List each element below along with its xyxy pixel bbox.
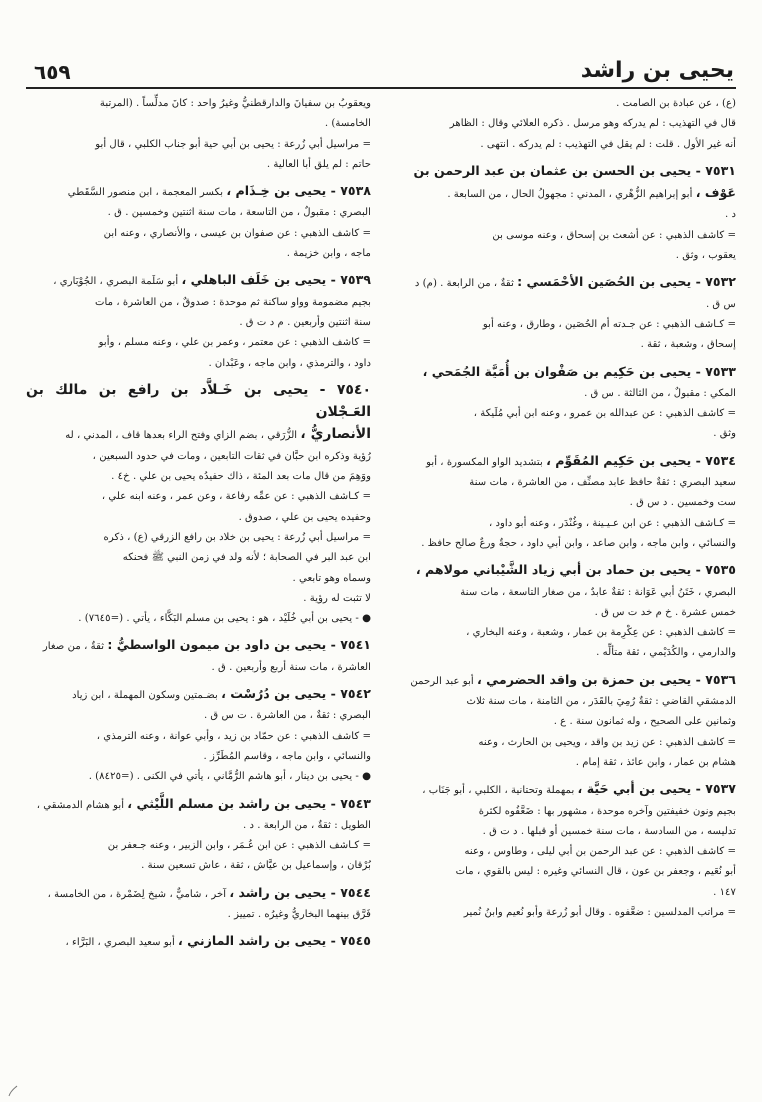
page-number: ٦٥٩ <box>34 60 71 84</box>
entry-heading: ٧٥٤٤ - يحيى بن راشد ، <box>229 884 371 900</box>
text-line <box>26 244 371 264</box>
line-text: = مراتب المدلسين : ضعَّفوه . وقال أبو زُرعة وأبو نُعيم وابنُ نُمير <box>463 906 736 918</box>
text-line <box>391 473 736 493</box>
line-text: أبو عبد الرحمن <box>410 675 477 687</box>
text-line <box>26 836 371 856</box>
text-line <box>26 354 371 374</box>
entry-heading: ٧٥٣٨ - يحيى بن خِـذَام ، <box>226 183 371 199</box>
line-text: الزُّرَقي ، بضم الزاي وفتح الراء بعدها قاف ، المدني ، له <box>65 430 301 442</box>
entry-heading: ٧٥٣٣ - يحيى بن حَكِيم بن صَفْوان بن أُمَيَّة الجُمَحي ، <box>422 363 736 379</box>
text-line <box>391 384 736 404</box>
text-line <box>26 487 371 507</box>
line-text: البصري ، خَتَنُ أبي عَوَانة : ثقةٌ عابدٌ ، من صغار التاسعة ، مات سنة <box>460 586 736 598</box>
line-text: أبو نُعَيم ، وجعفر بن عون ، قال النسائي وغيره : ليس بالقوي ، مات <box>455 866 736 878</box>
entry-heading: ٧٥٤٠ - يحيى بن خَـلاَّد بن رافع بن مالك بن العَـجْلان <box>26 381 371 421</box>
line-text: لا تثبت له رؤية . <box>303 592 371 604</box>
text-line <box>391 712 736 732</box>
line-text: بكسر المعجمة ، ابن منصور السَّقَطي <box>67 187 227 199</box>
line-text: وثق . <box>713 428 736 440</box>
line-text: س ق . <box>705 298 736 310</box>
text-line <box>26 905 371 925</box>
text-line <box>391 183 736 205</box>
line-text: ١٤٧ . <box>713 886 736 898</box>
text-line <box>391 603 736 623</box>
text-line <box>26 767 371 787</box>
text-line <box>391 315 736 335</box>
line-text: = كاشف الذهبي : عن صفوان بن عيسى ، والأنصاري ، وعنه ابن <box>103 227 371 239</box>
line-text: حاتم : لم يلق أبا العالية . <box>266 158 371 170</box>
line-text: = كـاشف الذهبي : عن عمِّه رفاعة ، وعن عمر ، وعنه ابنه علي ، <box>101 491 371 503</box>
line-text: = كاشف الذهبي : عن عبد الرحمن بن أبي ليلى ، وطاوس ، وعنه <box>464 846 736 858</box>
line-text: قال في التهذيب : لم يدركه وهو مرسل . ذكره العلائي وقال : الظاهر <box>449 118 736 130</box>
entry-heading: ٧٥٣٦ - يحيى بن حمزة بن واقد الحضرمي ، <box>476 671 736 687</box>
line-text: = كاشف الذهبي : عن عبدالله بن عمرو ، وعنه ابن أبي مُلَيكة ، <box>473 408 736 420</box>
text-line <box>26 270 371 292</box>
text-line <box>391 514 736 534</box>
left-column <box>26 94 371 954</box>
text-line <box>26 181 371 203</box>
entry-heading: ٧٥٤٣ - يحيى بن راشد بن مسلم اللَّيْثي ، <box>127 795 371 811</box>
line-text: البصري : مقبولٌ ، من التاسعة ، مات سنة اثنتين وخمسين . ق . <box>107 207 371 219</box>
line-text: سنة اثنتين وأربعين . م د ت ق . <box>239 316 371 328</box>
text-line <box>26 883 371 905</box>
text-line <box>391 205 736 225</box>
text-line <box>26 155 371 175</box>
text-line <box>391 822 736 842</box>
text-line <box>26 94 371 114</box>
line-text: آخر ، شاميٌّ ، شيخ لِضَمْرة ، من الخامسة ، <box>47 888 230 900</box>
text-line <box>391 451 736 473</box>
line-text: بضـمتين وسكون المهملة ، ابن زياد <box>72 690 222 702</box>
line-text: = مراسيل أبي زُرعة : يحيى بن أبي حية أبو جناب الكلبي ، قال أبو <box>95 138 371 150</box>
line-text: أنه غير الأول . قلت : لم يقل في التهذيب : لم يدركه . انتهى . <box>480 138 736 150</box>
line-text: = كـاشف الذهبي : عن ابن عُـمَر ، وابن الزبير ، وعنه جـعفر بن <box>107 840 371 852</box>
text-line <box>26 609 371 629</box>
line-text: بجيم ونون خفيفتين وآخره موحدة ، مشهور بها : ضَعَّفُوه لكثرة <box>478 805 736 817</box>
line-text: بجيم مضمومة وواو ساكنة ثم موحدة : صدوقٌ ، من العاشرة ، مات <box>94 296 371 308</box>
line-text: بتشديد الواو المكسورة ، أبو <box>426 456 547 468</box>
text-line <box>26 706 371 726</box>
line-text: بُرْقان ، وإسماعيل بن عيَّاش ، ثقة ، عاش تسعين سنة . <box>141 860 371 872</box>
entry-heading: عَوْف ، <box>695 185 736 201</box>
page-title: يحيى بن راشد <box>580 58 734 83</box>
line-text: = كاشف الذهبي : عن حمّاد بن زيد ، وأبي عوانة ، وعنه الترمذي ، <box>96 730 371 742</box>
entry-heading: ٧٥٤١ - يحيى بن داود بن ميمون الواسطيُّ : <box>107 637 371 653</box>
line-text: = كاشف الذهبي : عن معتمر ، وعمر بن علي ، وعنه مسلم ، وأبو <box>98 337 371 349</box>
line-text: ● - يحيى بن دينار ، أبو هاشم الرُّمَّاني ، يأتي في الكنى . (=٨٤٢٥) . <box>88 771 371 783</box>
page-corner-mark <box>6 1084 20 1098</box>
text-line <box>26 856 371 876</box>
text-line <box>391 114 736 134</box>
text-line <box>391 779 736 801</box>
entry-heading: ٧٥٤٥ - يحيى بن راشد المازني ، <box>178 933 371 949</box>
text-line <box>26 816 371 836</box>
entry-heading: ٧٥٣٩ - يحيى بن خَلَف الباهلي ، <box>181 272 371 288</box>
line-text: = كاشف الذهبي : عن أشعث بن إسحاق ، وعنه موسى بن <box>492 229 736 241</box>
text-line <box>391 623 736 643</box>
text-line <box>26 528 371 548</box>
text-line <box>26 380 371 425</box>
text-line <box>26 747 371 767</box>
line-text: ووَهِمَ من قال مات بعد المئة ، ذاك حفيدُه يحيى بن علي . خ٤ . <box>111 471 371 483</box>
entry-heading: ٧٥٣٥ - يحيى بن حماد بن أبي زياد الشَّيْباني مولاهم ، <box>415 562 736 578</box>
line-text: = مراسيل أبي زُرعة : يحيى بن خلاد بن رافع الزرقي (ع) ، ذكره <box>103 531 371 543</box>
line-text: ● - يحيى بن أبي خُلَيْد ، هو : يحيى بن مسلم البَكَّاء ، يأتي . (=٧٦٤٥) . <box>78 613 371 625</box>
line-text: الخامسة) . <box>324 118 371 130</box>
text-line <box>391 362 736 384</box>
line-text: = كـاشف الذهبي : عن ابن عـيـينة ، وغُنْدَر ، وعنه أبو داود ، <box>488 517 736 529</box>
line-text: الدمشقي القاضي : ثقةٌ رُمِيَ بالقَدَر ، من الثامنة ، مات سنة ثلاث <box>466 696 736 708</box>
text-line <box>26 313 371 333</box>
text-line <box>391 903 736 923</box>
line-text: وسماه وهو تابعي . <box>292 572 371 584</box>
text-line <box>26 135 371 155</box>
text-line <box>391 135 736 155</box>
text-line <box>26 114 371 134</box>
line-text: البصري : ثقةٌ ، من العاشرة . ت س ق . <box>203 710 371 722</box>
running-header <box>26 58 736 88</box>
line-text: يعقوب ، وثق . <box>675 250 736 262</box>
entry-heading: الأنصاريُّ ، <box>300 426 371 443</box>
line-text: داود ، والترمذي ، وابن ماجه ، وعَبْدان . <box>208 357 371 369</box>
line-text: سعيد البصري : ثقةٌ حافظ عابد مصنِّف ، من العاشرة ، مات سنة <box>469 477 736 489</box>
entry-heading: ٧٥٤٢ - يحيى بن دُرُسْت ، <box>221 686 371 702</box>
line-text: المكي : مقبولٌ ، من الثالثة . س ق . <box>584 387 736 399</box>
text-line <box>26 727 371 747</box>
text-line <box>391 335 736 355</box>
text-line <box>26 508 371 528</box>
text-line <box>26 467 371 487</box>
line-text: = كاشف الذهبي : عن عِكْرِمة بن عمار ، وشعبة ، وعنه البخاري ، <box>466 627 736 639</box>
text-line <box>26 293 371 313</box>
line-text: بمهملة وتحتانية ، الكلبي ، أبو جَنَاب ، <box>422 785 578 797</box>
line-text: وحفيده يحيى بن علي ، صدوق . <box>238 511 371 523</box>
text-line <box>391 424 736 444</box>
entry-heading: ٧٥٣١ - يحيى بن الحسن بن عثمان بن عبد الرحمن بن <box>413 162 736 178</box>
text-line <box>391 246 736 266</box>
line-text: والنسائي ، وابن ماجه ، وابن صاعد ، وابن أبي داود ، حجةٌ ورعٌ صالح حافظ . <box>421 537 736 549</box>
text-line <box>391 226 736 246</box>
text-line <box>391 404 736 424</box>
text-line <box>26 424 371 446</box>
text-line <box>391 670 736 692</box>
line-text: أبو هشام الدمشقي ، <box>36 799 128 811</box>
line-text: ابن عبد البر في الصحابة ؛ لأنه ولد في زمن النبي ﷺ فحنكه <box>122 552 371 564</box>
entry-heading: ٧٥٣٧ - يحيى بن أبي حَيَّة ، <box>577 781 736 797</box>
text-line <box>391 862 736 882</box>
line-text: = كاشف الذهبي : عن زيد بن واقد ، ويحيى بن الحارث ، وعنه <box>478 736 736 748</box>
text-line <box>391 161 736 183</box>
line-text: إسحاق ، وشعبة ، ثقة . <box>640 339 736 351</box>
text-line <box>391 692 736 712</box>
text-line <box>26 224 371 244</box>
line-text: د . <box>724 209 736 221</box>
entry-heading: ٧٥٣٢ - يحيى بن الحُصَين الأحْمَسي : <box>517 274 736 290</box>
text-line <box>26 658 371 678</box>
text-line <box>391 643 736 663</box>
entry-heading: ٧٥٣٤ - يحيى بن حَكِيم المُقَوِّم ، <box>546 452 736 468</box>
text-line <box>26 569 371 589</box>
text-line <box>26 333 371 353</box>
text-line <box>391 272 736 294</box>
text-line <box>391 883 736 903</box>
text-line <box>391 802 736 822</box>
text-line <box>26 589 371 609</box>
text-line <box>391 534 736 554</box>
line-text: (ع) ، عن عبادة بن الصامت . <box>616 98 736 109</box>
line-text: ماجه ، وابن خزيمة . <box>286 248 371 260</box>
line-text: وثمانين على الصحيح ، وله ثمانون سنة . ع . <box>553 716 736 728</box>
text-line <box>391 560 736 582</box>
line-text: فَرَّق بينهما البخاريُّ وغيرُه . تمييز . <box>227 908 371 920</box>
text-line <box>391 753 736 773</box>
line-text: = كـاشف الذهبي : عن جـدته أم الحُصَين ، وطارق ، وعنه أبو <box>482 318 736 330</box>
text-line <box>26 931 371 953</box>
line-text: والنسائي ، وابن ماجه ، وقاسم المُطَرِّز . <box>203 750 371 762</box>
text-line <box>391 583 736 603</box>
line-text: أبو سَلَمة البصري ، الجُوْبَاري ، <box>53 276 182 288</box>
text-line <box>26 447 371 467</box>
right-column <box>391 94 736 923</box>
line-text: ثقةٌ ، من الرابعة . (م) د <box>414 278 518 290</box>
text-line <box>391 94 736 114</box>
text-line <box>391 493 736 513</box>
line-text: أبو سعيد البصري ، البَرَّاء ، <box>65 937 179 949</box>
line-text: رُؤية وذكره ابن حبَّان في ثقات التابعين ، ومات في حدود السبعين ، <box>92 450 371 462</box>
text-line <box>26 684 371 706</box>
line-text: خمس عشرة . خ م خد ت س ق . <box>594 606 736 618</box>
line-text: العاشرة ، مات سنة أربع وأربعين . ق . <box>211 661 371 673</box>
line-text: تدليسه ، من السادسة ، مات سنة خمسين أو قبلها . د ت ق . <box>482 825 736 837</box>
text-line <box>391 295 736 315</box>
line-text: الطويل : ثقةٌ ، من الرابعة . د . <box>242 819 371 831</box>
text-line <box>391 733 736 753</box>
text-line <box>26 203 371 223</box>
text-line <box>26 635 371 657</box>
text-line <box>26 548 371 568</box>
text-line <box>391 842 736 862</box>
line-text: ثقةٌ ، من صغار <box>42 641 108 653</box>
text-line <box>26 794 371 816</box>
line-text: ست وخمسين . د س ق . <box>629 497 736 509</box>
line-text: هشام بن عمار ، وابن عائذ ، ثقة إمام . <box>575 756 736 768</box>
line-text: والدارمي ، والكُدَيْمي ، ثقة متألِّه . <box>596 647 736 659</box>
header-rule <box>26 87 736 89</box>
line-text: ويعقوبُ بن سفيانَ والدارقطنيُّ وغيرُ واحد : كانَ مدلِّساً . (المرتبة <box>99 98 371 109</box>
line-text: أبو إبراهيم الزُّهْري ، المدني : مجهولُ الحال ، من السابعة . <box>447 189 696 201</box>
